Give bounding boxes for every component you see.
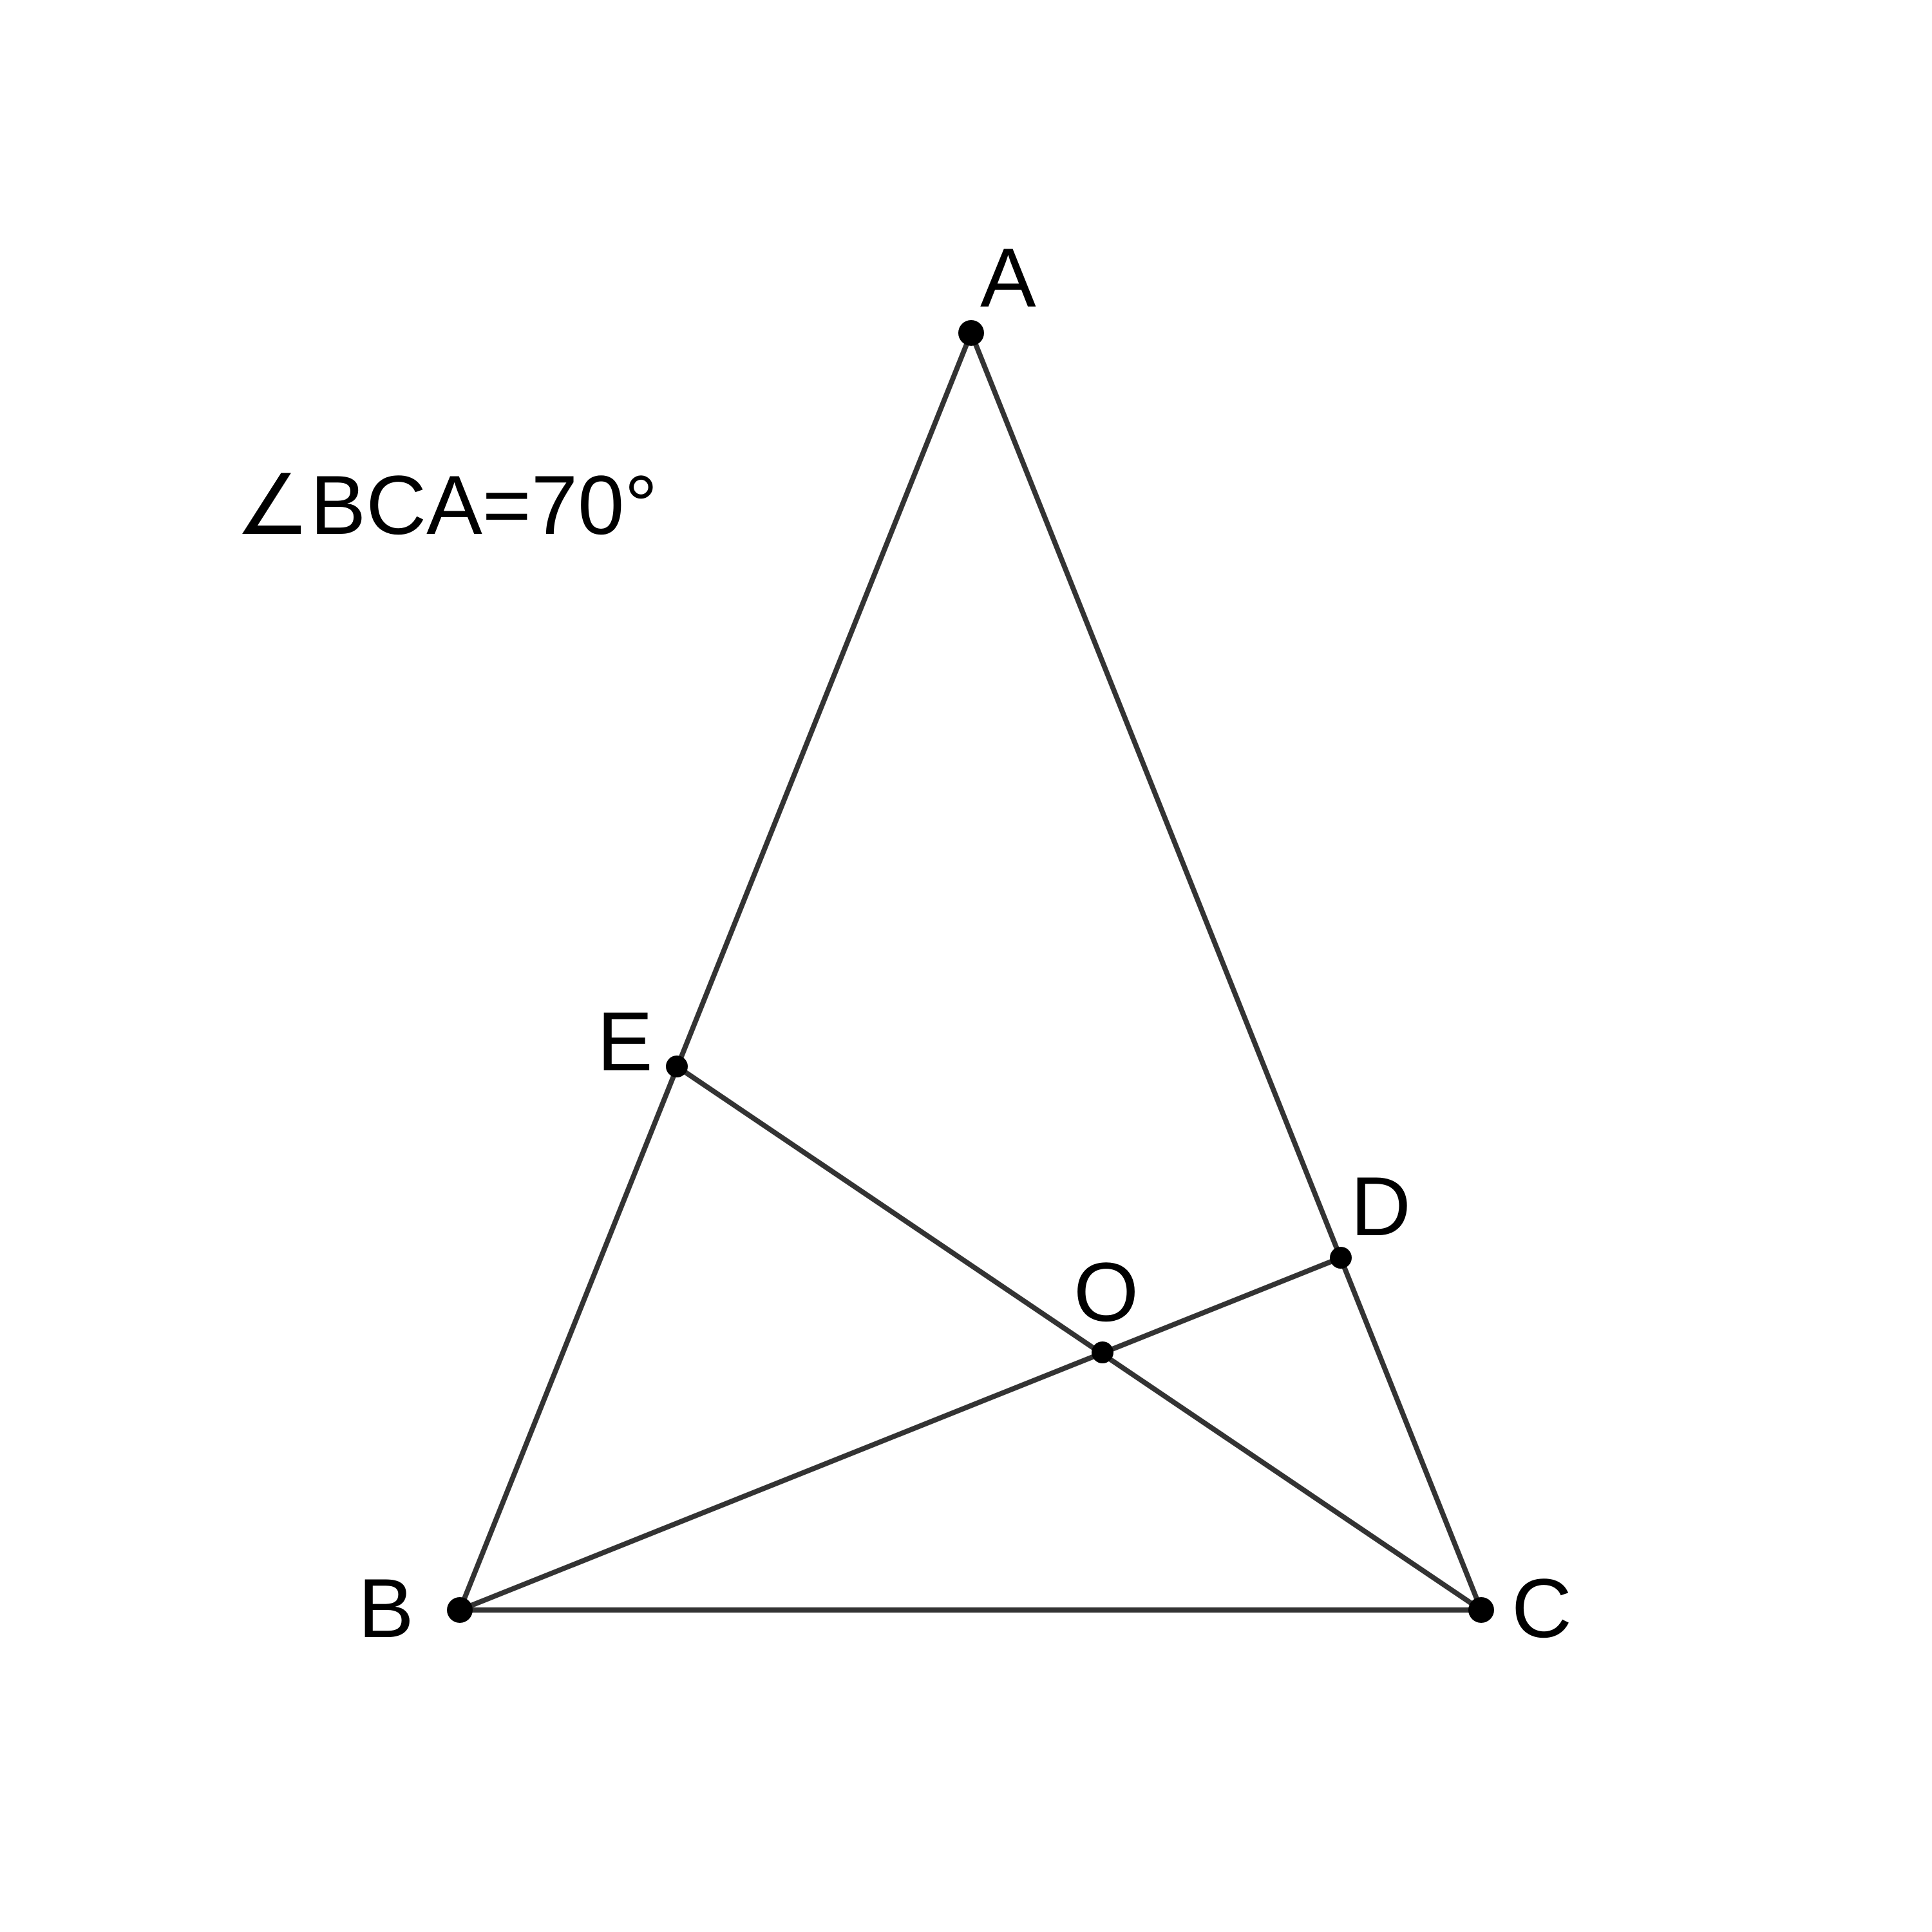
label-a: A bbox=[980, 231, 1036, 325]
segment-bd bbox=[460, 1258, 1341, 1610]
label-b: B bbox=[358, 1561, 414, 1655]
point-e bbox=[666, 1056, 688, 1077]
label-d: D bbox=[1350, 1159, 1411, 1253]
label-e: E bbox=[597, 994, 653, 1088]
point-o bbox=[1092, 1341, 1113, 1363]
label-c: C bbox=[1511, 1561, 1572, 1655]
segment-ac bbox=[971, 333, 1481, 1610]
label-o: O bbox=[1074, 1245, 1139, 1339]
point-b bbox=[447, 1597, 473, 1623]
point-c bbox=[1468, 1597, 1494, 1623]
point-d bbox=[1330, 1247, 1352, 1269]
angle-annotation: ∠BCA=70° bbox=[235, 458, 658, 552]
